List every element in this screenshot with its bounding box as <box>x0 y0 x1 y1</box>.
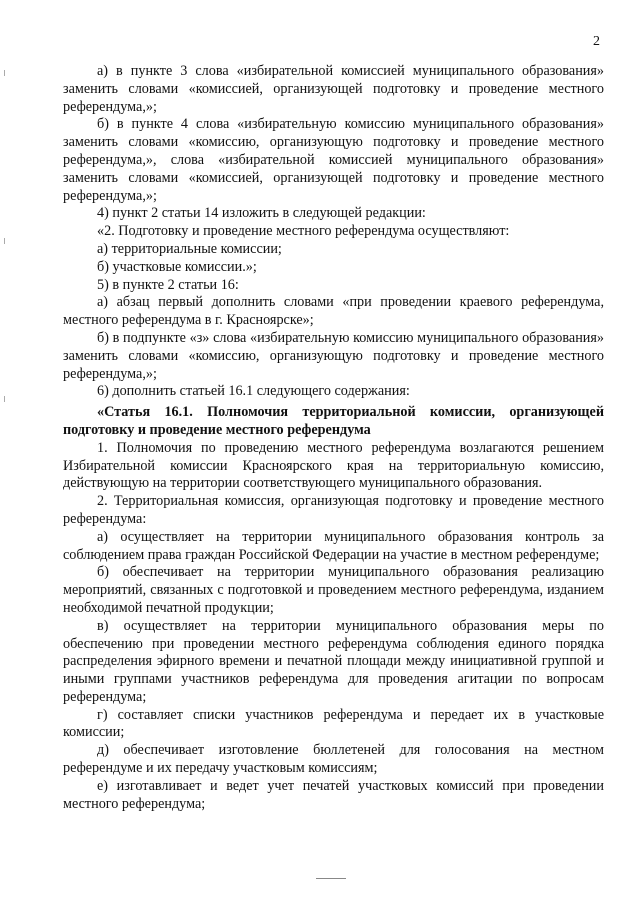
paragraph-item-5: 5) в пункте 2 статьи 16: <box>97 276 239 293</box>
document-body <box>63 63 604 813</box>
scan-mark <box>4 70 5 76</box>
paragraph-amend-point-3: а) в пункте 3 слова «избирательной комиссией муниципального образования» заменить словами «комиссией, организующей подготовку и проведение местного референдума,»; <box>63 63 604 115</box>
article-16-1-heading: «Статья 16.1. Полномочия территориальной комиссии, организующей подготовку и проведение местного референдума <box>63 404 604 438</box>
paragraph-item-5b: б) в подпункте «з» слова «избирательную комиссию муниципального образования» заменить словами «комиссию, организующую подготовку и проведение местного референдума,»; <box>63 329 604 382</box>
page-number: 2 <box>593 34 600 49</box>
scan-mark <box>316 878 346 879</box>
scan-mark <box>4 396 5 402</box>
paragraph-item-4: 4) пункт 2 статьи 14 изложить в следующей редакции: <box>97 205 426 222</box>
article-16-1-clause-2d: д) обеспечивает изготовление бюллетеней для голосования на местном референдуме и их передачу участковым комиссиям; <box>63 742 604 777</box>
article-16-1-clause-2v: в) осуществляет на территории муниципального образования меры по обеспечению при проведении местного референдума соблюдения единого порядка распределения эфирного времени и печатной площади между инициативной группой и иными группами участников референдума для проведения агитации по вопросам референдума; <box>63 617 604 705</box>
paragraph-quote-2: «2. Подготовку и проведение местного референдума осуществляют: <box>97 223 510 240</box>
article-16-1-clause-2a: а) осуществляет на территории муниципального образования контроль за соблюдением права граждан Российской Федерации на участие в местном референдуме; <box>63 528 604 563</box>
article-16-1-clause-2: 2. Территориальная комиссия, организующая подготовку и проведение местного референдума: <box>63 493 604 527</box>
article-16-1-clause-2g: г) составляет списки участников референдума и передает их в участковые комиссии; <box>63 706 604 741</box>
paragraph-item-6: 6) дополнить статьей 16.1 следующего содержания: <box>97 383 410 400</box>
paragraph-precinct-commissions: б) участковые комиссии.»; <box>97 258 257 275</box>
paragraph-item-5a: а) абзац первый дополнить словами «при проведении краевого референдума, местного референдума в г. Красноярске»; <box>63 294 604 329</box>
paragraph-territorial-commissions: а) территориальные комиссии; <box>97 240 282 257</box>
paragraph-amend-point-4: б) в пункте 4 слова «избирательную комиссию муниципального образования» заменить словами «комиссию, организующую подготовку и проведение местного референдума,», слова «избирательной комиссией муниципального образования» заменить словами «комиссией, организующей подготовку и проведение местного референдума,»; <box>63 116 604 204</box>
article-16-1-clause-1: 1. Полномочия по проведению местного референдума возлагаются решением Избирательной комиссии Красноярского края на территориальную комиссию, действующую на территории соответствующего муниципального образования. <box>63 439 604 492</box>
article-16-1-clause-2b: б) обеспечивает на территории муниципального образования реализацию мероприятий, связанных с подготовкой и проведением местного референдума, изданием необходимой печатной продукции; <box>63 564 604 616</box>
scan-mark <box>4 238 5 244</box>
article-16-1-clause-2e: е) изготавливает и ведет учет печатей участковых комиссий при проведении местного референдума; <box>63 777 604 812</box>
